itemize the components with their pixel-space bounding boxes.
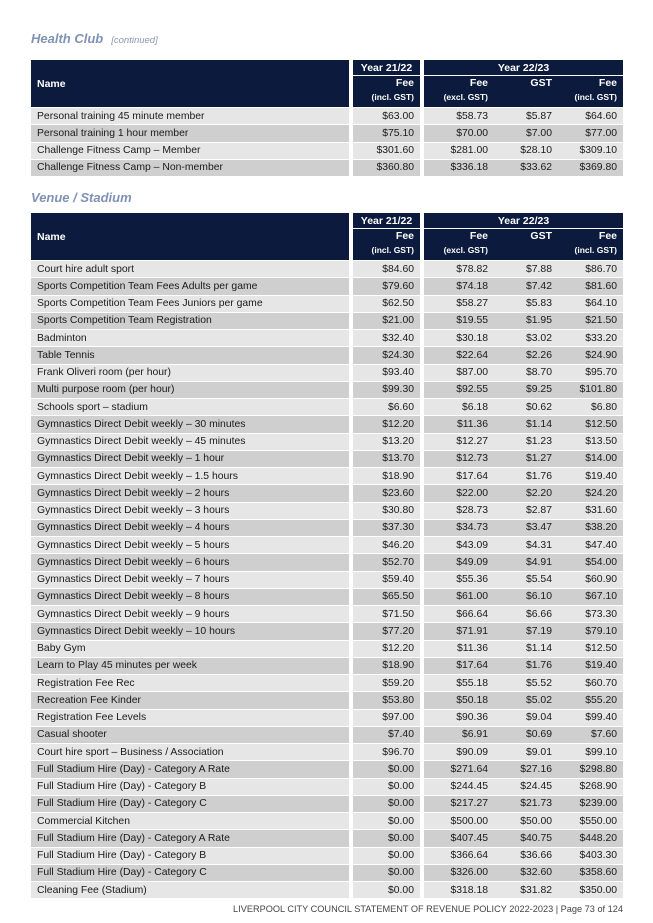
- cell-fee-excl-2223: $50.18: [424, 691, 494, 708]
- cell-gst-2223: $0.62: [494, 398, 558, 415]
- cell-fee-incl-2122: $21.00: [353, 312, 420, 329]
- cell-fee-incl-2122: $46.20: [353, 536, 420, 553]
- cell-fee-incl-2223: $12.50: [558, 415, 623, 432]
- cell-fee-excl-2223: $87.00: [424, 364, 494, 381]
- cell-gst-2223: $7.19: [494, 622, 558, 639]
- cell-name: Gymnastics Direct Debit weekly – 5 hours: [31, 536, 349, 553]
- table-row: [31, 709, 623, 726]
- venue-stadium-title: [31, 190, 132, 205]
- cell-fee-incl-2223: $31.60: [558, 502, 623, 519]
- cell-name: Full Stadium Hire (Day) - Category A Rate: [31, 760, 349, 777]
- header-name: Name: [31, 213, 349, 260]
- table-row: [31, 312, 623, 329]
- cell-gst-2223: $31.82: [494, 881, 558, 898]
- cell-fee-excl-2223: $336.18: [424, 159, 494, 176]
- cell-gst-2223: $28.10: [494, 142, 558, 159]
- table-row: [31, 484, 623, 501]
- cell-fee-incl-2122: $0.00: [353, 778, 420, 795]
- cell-fee-excl-2223: $281.00: [424, 142, 494, 159]
- cell-fee-incl-2122: $59.40: [353, 571, 420, 588]
- cell-fee-incl-2122: $301.60: [353, 142, 420, 159]
- table-row: [31, 260, 623, 277]
- cell-fee-excl-2223: $49.09: [424, 553, 494, 570]
- cell-gst-2223: $2.20: [494, 484, 558, 501]
- cell-name: Gymnastics Direct Debit weekly – 7 hours: [31, 571, 349, 588]
- cell-fee-excl-2223: $12.73: [424, 450, 494, 467]
- cell-fee-incl-2122: $65.50: [353, 588, 420, 605]
- cell-fee-incl-2122: $23.60: [353, 484, 420, 501]
- cell-name: Learn to Play 45 minutes per week: [31, 657, 349, 674]
- cell-fee-incl-2122: $7.40: [353, 726, 420, 743]
- table-row: [31, 760, 623, 777]
- cell-name: Commercial Kitchen: [31, 812, 349, 829]
- header-gst-label: GST: [530, 77, 552, 89]
- cell-name: Recreation Fee Kinder: [31, 691, 349, 708]
- cell-name: Table Tennis: [31, 346, 349, 363]
- cell-fee-excl-2223: $30.18: [424, 329, 494, 346]
- cell-gst-2223: $7.00: [494, 124, 558, 141]
- table-row: [31, 881, 623, 898]
- cell-gst-2223: $8.70: [494, 364, 558, 381]
- cell-fee-excl-2223: $407.45: [424, 829, 494, 846]
- header-fee-label: Fee: [395, 77, 414, 89]
- header-fee-label: Fee: [469, 77, 488, 89]
- cell-fee-incl-2122: $0.00: [353, 760, 420, 777]
- header-incl-label: (incl. GST): [574, 92, 618, 102]
- cell-name: Cleaning Fee (Stadium): [31, 881, 349, 898]
- cell-gst-2223: $6.66: [494, 605, 558, 622]
- cell-fee-incl-2223: $79.10: [558, 622, 623, 639]
- cell-gst-2223: $2.26: [494, 346, 558, 363]
- header-name: Name: [31, 60, 349, 107]
- cell-name: Court hire adult sport: [31, 260, 349, 277]
- cell-fee-incl-2223: $86.70: [558, 260, 623, 277]
- cell-name: Full Stadium Hire (Day) - Category B: [31, 847, 349, 864]
- cell-fee-excl-2223: $11.36: [424, 640, 494, 657]
- cell-gst-2223: $1.14: [494, 415, 558, 432]
- cell-gst-2223: $24.45: [494, 778, 558, 795]
- header-fee-excl: [424, 229, 494, 260]
- table-row: [31, 778, 623, 795]
- cell-name: Gymnastics Direct Debit weekly – 1 hour: [31, 450, 349, 467]
- header-incl-label: (incl. GST): [371, 92, 414, 102]
- cell-gst-2223: $27.16: [494, 760, 558, 777]
- cell-fee-excl-2223: $17.64: [424, 467, 494, 484]
- cell-fee-incl-2122: $62.50: [353, 295, 420, 312]
- cell-name: Gymnastics Direct Debit weekly – 6 hours: [31, 553, 349, 570]
- cell-gst-2223: $21.73: [494, 795, 558, 812]
- cell-gst-2223: $9.25: [494, 381, 558, 398]
- header-gst: [494, 229, 558, 260]
- cell-fee-incl-2223: $19.40: [558, 467, 623, 484]
- table-row: [31, 640, 623, 657]
- cell-fee-excl-2223: $58.73: [424, 107, 494, 124]
- table-row: [31, 847, 623, 864]
- cell-fee-incl-2122: $59.20: [353, 674, 420, 691]
- cell-fee-incl-2122: $0.00: [353, 829, 420, 846]
- cell-name: Multi purpose room (per hour): [31, 381, 349, 398]
- cell-fee-incl-2122: $75.10: [353, 124, 420, 141]
- cell-fee-incl-2122: $0.00: [353, 847, 420, 864]
- cell-fee-incl-2223: $298.80: [558, 760, 623, 777]
- cell-fee-incl-2122: $12.20: [353, 415, 420, 432]
- cell-name: Sports Competition Team Registration: [31, 312, 349, 329]
- cell-gst-2223: $6.10: [494, 588, 558, 605]
- cell-fee-excl-2223: $12.27: [424, 433, 494, 450]
- cell-fee-incl-2223: $55.20: [558, 691, 623, 708]
- cell-gst-2223: $32.60: [494, 864, 558, 881]
- table-row: [31, 450, 623, 467]
- table-row: [31, 519, 623, 536]
- cell-gst-2223: $9.01: [494, 743, 558, 760]
- cell-name: Gymnastics Direct Debit weekly – 3 hours: [31, 502, 349, 519]
- cell-fee-incl-2223: $81.60: [558, 277, 623, 294]
- cell-name: Registration Fee Rec: [31, 674, 349, 691]
- cell-fee-incl-2223: $54.00: [558, 553, 623, 570]
- cell-fee-excl-2223: $90.36: [424, 709, 494, 726]
- venue-stadium-title-text: Venue / Stadium: [31, 190, 132, 205]
- cell-fee-incl-2223: $369.80: [558, 159, 623, 176]
- cell-fee-excl-2223: $28.73: [424, 502, 494, 519]
- cell-fee-incl-2122: $99.30: [353, 381, 420, 398]
- cell-gst-2223: $0.69: [494, 726, 558, 743]
- cell-fee-incl-2223: $24.20: [558, 484, 623, 501]
- cell-fee-incl-2122: $13.20: [353, 433, 420, 450]
- header-year-2122: Year 21/22: [353, 213, 420, 229]
- cell-fee-incl-2223: $47.40: [558, 536, 623, 553]
- cell-fee-incl-2122: $32.40: [353, 329, 420, 346]
- cell-fee-incl-2223: $64.60: [558, 107, 623, 124]
- cell-fee-excl-2223: $17.64: [424, 657, 494, 674]
- header-incl-label: (incl. GST): [574, 245, 618, 255]
- cell-gst-2223: $2.87: [494, 502, 558, 519]
- cell-gst-2223: $3.47: [494, 519, 558, 536]
- cell-fee-incl-2223: $7.60: [558, 726, 623, 743]
- cell-fee-incl-2223: $99.10: [558, 743, 623, 760]
- header-fee-label: Fee: [598, 230, 618, 242]
- cell-name: Gymnastics Direct Debit weekly – 9 hours: [31, 605, 349, 622]
- cell-gst-2223: $5.52: [494, 674, 558, 691]
- table-row: [31, 864, 623, 881]
- table-row: [31, 605, 623, 622]
- header-excl-label: (excl. GST): [443, 92, 488, 102]
- cell-fee-excl-2223: $34.73: [424, 519, 494, 536]
- cell-fee-excl-2223: $43.09: [424, 536, 494, 553]
- cell-fee-excl-2223: $71.91: [424, 622, 494, 639]
- cell-gst-2223: $4.31: [494, 536, 558, 553]
- table-row: [31, 346, 623, 363]
- cell-fee-incl-2122: $0.00: [353, 864, 420, 881]
- table-row: [31, 381, 623, 398]
- cell-fee-incl-2122: $13.70: [353, 450, 420, 467]
- cell-gst-2223: $5.02: [494, 691, 558, 708]
- table-row: [31, 622, 623, 639]
- cell-fee-incl-2223: $38.20: [558, 519, 623, 536]
- cell-fee-excl-2223: $326.00: [424, 864, 494, 881]
- cell-fee-excl-2223: $22.64: [424, 346, 494, 363]
- venue-stadium-table: [31, 213, 623, 898]
- cell-fee-incl-2122: $0.00: [353, 812, 420, 829]
- cell-fee-incl-2223: $60.90: [558, 571, 623, 588]
- cell-gst-2223: $1.95: [494, 312, 558, 329]
- table-row: [31, 553, 623, 570]
- cell-gst-2223: $4.91: [494, 553, 558, 570]
- cell-fee-incl-2122: $24.30: [353, 346, 420, 363]
- cell-fee-incl-2122: $63.00: [353, 107, 420, 124]
- header-excl-label: (excl. GST): [443, 245, 488, 255]
- table-row: [31, 812, 623, 829]
- cell-fee-excl-2223: $66.64: [424, 605, 494, 622]
- cell-gst-2223: $3.02: [494, 329, 558, 346]
- cell-fee-incl-2223: $448.20: [558, 829, 623, 846]
- cell-fee-incl-2223: $403.30: [558, 847, 623, 864]
- cell-name: Gymnastics Direct Debit weekly – 30 minutes: [31, 415, 349, 432]
- cell-fee-excl-2223: $70.00: [424, 124, 494, 141]
- cell-fee-excl-2223: $22.00: [424, 484, 494, 501]
- table-row: [31, 571, 623, 588]
- table-row: [31, 364, 623, 381]
- cell-name: Personal training 45 minute member: [31, 107, 349, 124]
- cell-fee-incl-2122: $53.80: [353, 691, 420, 708]
- cell-fee-incl-2223: $358.60: [558, 864, 623, 881]
- cell-fee-incl-2223: $13.50: [558, 433, 623, 450]
- table-row: [31, 502, 623, 519]
- cell-fee-incl-2223: $21.50: [558, 312, 623, 329]
- table-row: [31, 674, 623, 691]
- cell-fee-excl-2223: $6.18: [424, 398, 494, 415]
- cell-fee-incl-2122: $30.80: [353, 502, 420, 519]
- cell-name: Full Stadium Hire (Day) - Category C: [31, 864, 349, 881]
- header-gst-label: GST: [530, 230, 552, 242]
- cell-fee-incl-2223: $309.10: [558, 142, 623, 159]
- cell-gst-2223: $40.75: [494, 829, 558, 846]
- header-fee-label: Fee: [395, 230, 414, 242]
- cell-name: Personal training 1 hour member: [31, 124, 349, 141]
- cell-name: Full Stadium Hire (Day) - Category C: [31, 795, 349, 812]
- cell-gst-2223: $1.76: [494, 657, 558, 674]
- cell-fee-incl-2223: $12.50: [558, 640, 623, 657]
- cell-name: Schools sport – stadium: [31, 398, 349, 415]
- cell-fee-excl-2223: $92.55: [424, 381, 494, 398]
- cell-name: Gymnastics Direct Debit weekly – 4 hours: [31, 519, 349, 536]
- cell-fee-excl-2223: $55.36: [424, 571, 494, 588]
- cell-fee-incl-2223: $550.00: [558, 812, 623, 829]
- cell-fee-incl-2223: $268.90: [558, 778, 623, 795]
- continued-label: [continued]: [111, 35, 158, 46]
- cell-name: Gymnastics Direct Debit weekly – 1.5 hours: [31, 467, 349, 484]
- table-row: [31, 795, 623, 812]
- header-fee-incl: [353, 76, 420, 107]
- cell-fee-excl-2223: $244.45: [424, 778, 494, 795]
- header-fee-excl: [424, 76, 494, 107]
- cell-name: Baby Gym: [31, 640, 349, 657]
- header-fee-incl: [353, 229, 420, 260]
- header-year-2223: Year 22/23: [424, 60, 623, 76]
- health-club-title: [31, 31, 158, 46]
- cell-fee-incl-2223: $14.00: [558, 450, 623, 467]
- cell-fee-excl-2223: $90.09: [424, 743, 494, 760]
- cell-fee-excl-2223: $271.64: [424, 760, 494, 777]
- cell-gst-2223: $33.62: [494, 159, 558, 176]
- cell-fee-incl-2122: $97.00: [353, 709, 420, 726]
- cell-fee-incl-2122: $37.30: [353, 519, 420, 536]
- cell-name: Full Stadium Hire (Day) - Category B: [31, 778, 349, 795]
- header-year-2223: Year 22/23: [424, 213, 623, 229]
- cell-gst-2223: $5.83: [494, 295, 558, 312]
- cell-fee-excl-2223: $11.36: [424, 415, 494, 432]
- cell-name: Frank Oliveri room (per hour): [31, 364, 349, 381]
- cell-fee-incl-2122: $52.70: [353, 553, 420, 570]
- cell-fee-excl-2223: $318.18: [424, 881, 494, 898]
- cell-gst-2223: $50.00: [494, 812, 558, 829]
- cell-name: Challenge Fitness Camp – Non-member: [31, 159, 349, 176]
- cell-gst-2223: $1.27: [494, 450, 558, 467]
- cell-fee-excl-2223: $61.00: [424, 588, 494, 605]
- page-footer: LIVERPOOL CITY COUNCIL STATEMENT OF REVENUE POLICY 2022-2023 | Page 73 of 124: [233, 904, 623, 914]
- cell-gst-2223: $36.66: [494, 847, 558, 864]
- cell-name: Sports Competition Team Fees Adults per game: [31, 277, 349, 294]
- header-gst: [494, 76, 558, 107]
- table-row: [31, 657, 623, 674]
- header-fee-label: Fee: [598, 77, 618, 89]
- table-row: [31, 691, 623, 708]
- cell-gst-2223: $7.42: [494, 277, 558, 294]
- table-row: [31, 588, 623, 605]
- cell-fee-incl-2223: $77.00: [558, 124, 623, 141]
- cell-fee-incl-2223: $33.20: [558, 329, 623, 346]
- header-fee-incl-2223: [558, 229, 623, 260]
- cell-fee-incl-2122: $96.70: [353, 743, 420, 760]
- cell-fee-incl-2122: $6.60: [353, 398, 420, 415]
- cell-fee-incl-2122: $84.60: [353, 260, 420, 277]
- cell-name: Sports Competition Team Fees Juniors per game: [31, 295, 349, 312]
- table-row: [31, 467, 623, 484]
- table-row: [31, 107, 623, 124]
- table-row: [31, 124, 623, 141]
- header-fee-incl-2223: [558, 76, 623, 107]
- cell-fee-incl-2223: $95.70: [558, 364, 623, 381]
- cell-fee-excl-2223: $58.27: [424, 295, 494, 312]
- cell-fee-incl-2122: $18.90: [353, 657, 420, 674]
- cell-fee-incl-2223: $19.40: [558, 657, 623, 674]
- cell-fee-incl-2122: $12.20: [353, 640, 420, 657]
- cell-fee-incl-2122: $93.40: [353, 364, 420, 381]
- cell-fee-incl-2223: $239.00: [558, 795, 623, 812]
- cell-fee-incl-2223: $73.30: [558, 605, 623, 622]
- cell-gst-2223: $9.04: [494, 709, 558, 726]
- cell-fee-incl-2223: $101.80: [558, 381, 623, 398]
- cell-fee-incl-2223: $24.90: [558, 346, 623, 363]
- cell-fee-incl-2122: $77.20: [353, 622, 420, 639]
- cell-name: Full Stadium Hire (Day) - Category A Rate: [31, 829, 349, 846]
- cell-fee-excl-2223: $217.27: [424, 795, 494, 812]
- cell-fee-excl-2223: $366.64: [424, 847, 494, 864]
- cell-name: Gymnastics Direct Debit weekly – 45 minutes: [31, 433, 349, 450]
- health-club-title-text: Health Club: [31, 31, 104, 46]
- table-row: [31, 415, 623, 432]
- cell-fee-incl-2223: $64.10: [558, 295, 623, 312]
- cell-fee-incl-2122: $18.90: [353, 467, 420, 484]
- cell-fee-incl-2122: $360.80: [353, 159, 420, 176]
- table-row: [31, 142, 623, 159]
- cell-name: Gymnastics Direct Debit weekly – 2 hours: [31, 484, 349, 501]
- table-row: [31, 743, 623, 760]
- cell-fee-incl-2122: $0.00: [353, 795, 420, 812]
- cell-name: Gymnastics Direct Debit weekly – 8 hours: [31, 588, 349, 605]
- cell-fee-excl-2223: $55.18: [424, 674, 494, 691]
- table-row: [31, 433, 623, 450]
- cell-fee-excl-2223: $19.55: [424, 312, 494, 329]
- table-row: [31, 726, 623, 743]
- health-club-table: [31, 60, 623, 176]
- cell-gst-2223: $5.87: [494, 107, 558, 124]
- cell-gst-2223: $5.54: [494, 571, 558, 588]
- table-row: [31, 329, 623, 346]
- cell-gst-2223: $1.14: [494, 640, 558, 657]
- cell-fee-incl-2122: $0.00: [353, 881, 420, 898]
- cell-gst-2223: $1.76: [494, 467, 558, 484]
- cell-gst-2223: $7.88: [494, 260, 558, 277]
- cell-fee-incl-2122: $79.60: [353, 277, 420, 294]
- table-row: [31, 536, 623, 553]
- cell-fee-incl-2122: $71.50: [353, 605, 420, 622]
- cell-fee-excl-2223: $78.82: [424, 260, 494, 277]
- header-incl-label: (incl. GST): [371, 245, 414, 255]
- cell-fee-incl-2223: $99.40: [558, 709, 623, 726]
- table-row: [31, 277, 623, 294]
- cell-name: Badminton: [31, 329, 349, 346]
- cell-name: Registration Fee Levels: [31, 709, 349, 726]
- table-row: [31, 295, 623, 312]
- table-row: [31, 829, 623, 846]
- cell-name: Casual shooter: [31, 726, 349, 743]
- cell-fee-excl-2223: $74.18: [424, 277, 494, 294]
- cell-fee-excl-2223: $6.91: [424, 726, 494, 743]
- cell-fee-excl-2223: $500.00: [424, 812, 494, 829]
- cell-name: Court hire sport – Business / Association: [31, 743, 349, 760]
- table-row: [31, 159, 623, 176]
- header-fee-label: Fee: [469, 230, 488, 242]
- cell-fee-incl-2223: $350.00: [558, 881, 623, 898]
- cell-fee-incl-2223: $6.80: [558, 398, 623, 415]
- cell-gst-2223: $1.23: [494, 433, 558, 450]
- cell-fee-incl-2223: $60.70: [558, 674, 623, 691]
- table-row: [31, 398, 623, 415]
- cell-fee-incl-2223: $67.10: [558, 588, 623, 605]
- cell-name: Gymnastics Direct Debit weekly – 10 hours: [31, 622, 349, 639]
- cell-name: Challenge Fitness Camp – Member: [31, 142, 349, 159]
- header-year-2122: Year 21/22: [353, 60, 420, 76]
